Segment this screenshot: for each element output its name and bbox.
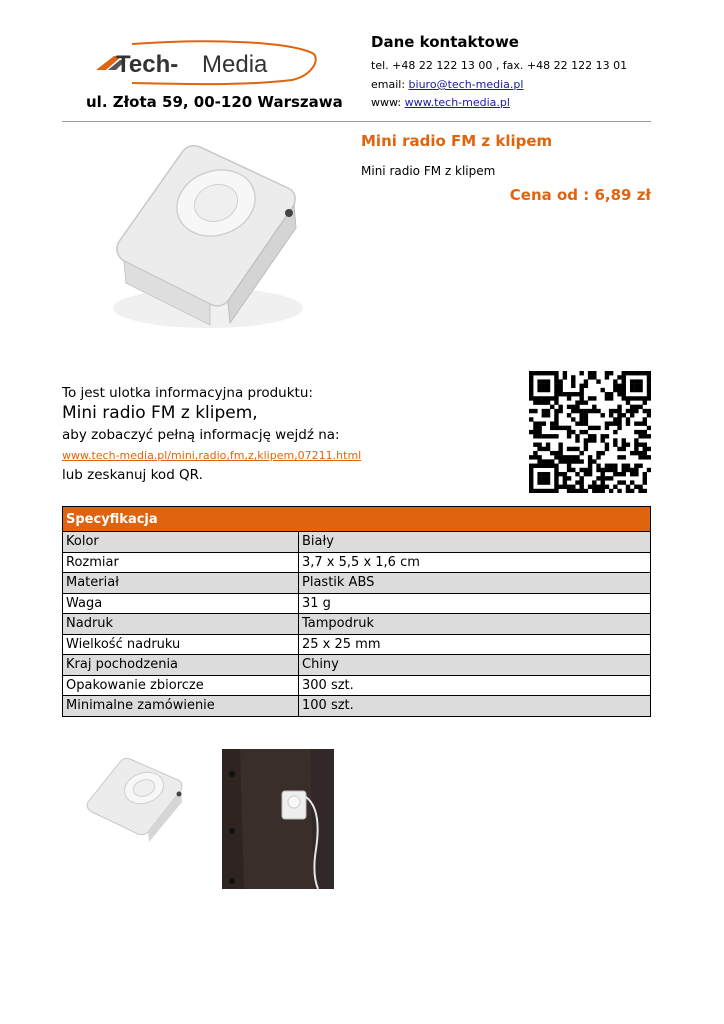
spec-value: Tampodruk [299, 614, 651, 635]
info-intro: To jest ulotka informacyjna produktu: [62, 385, 313, 401]
www-label: www: [371, 96, 405, 109]
spec-label: Wielkość nadruku [63, 634, 299, 655]
email-link[interactable]: biuro@tech-media.pl [408, 78, 524, 91]
product-title: Mini radio FM z klipem [361, 132, 553, 150]
spec-label: Kolor [63, 532, 299, 553]
table-row [63, 634, 651, 655]
table-row [63, 696, 651, 717]
spec-value: Chiny [299, 655, 651, 676]
spec-label: Materiał [63, 573, 299, 594]
table-row [63, 675, 651, 696]
spec-value: 3,7 x 5,5 x 1,6 cm [299, 552, 651, 573]
contact-email [371, 78, 523, 91]
table-row [63, 532, 651, 553]
info-product-name: Mini radio FM z klipem, [62, 403, 258, 423]
product-link[interactable]: www.tech-media.pl/mini,radio,fm,z,klipem,07211.html [62, 449, 362, 462]
company-logo [92, 40, 320, 88]
spec-header: Specyfikacja [63, 507, 651, 532]
spec-label: Nadruk [63, 614, 299, 635]
spec-value: 25 x 25 mm [299, 634, 651, 655]
spec-value: 100 szt. [299, 696, 651, 717]
product-description: Mini radio FM z klipem [361, 164, 496, 178]
company-address: ul. Złota 59, 00-120 Warszawa [86, 93, 343, 111]
product-price: Cena od : 6,89 zł [509, 186, 651, 204]
info-visit: aby zobaczyć pełną informację wejdź na: [62, 427, 340, 443]
spec-label: Waga [63, 593, 299, 614]
info-scan-qr: lub zeskanuj kod QR. [62, 467, 203, 483]
spec-label: Kraj pochodzenia [63, 655, 299, 676]
product-image-main [88, 133, 328, 368]
table-row [63, 593, 651, 614]
qr-code [529, 371, 651, 493]
product-image-worn [222, 749, 334, 889]
spec-value: Plastik ABS [299, 573, 651, 594]
spec-label: Opakowanie zbiorcze [63, 675, 299, 696]
spec-label: Rozmiar [63, 552, 299, 573]
svg-text:Media: Media [202, 51, 268, 78]
spec-table [62, 506, 651, 717]
table-row [63, 655, 651, 676]
www-link[interactable]: www.tech-media.pl [404, 96, 510, 109]
table-row [63, 573, 651, 594]
contact-phone: tel. +48 22 122 13 00 , fax. +48 22 122 13 01 [371, 59, 628, 72]
product-image-thumb [78, 750, 196, 842]
spec-label: Minimalne zamówienie [63, 696, 299, 717]
table-row [63, 614, 651, 635]
spec-value: Biały [299, 532, 651, 553]
email-label: email: [371, 78, 409, 91]
contact-www [371, 96, 510, 109]
spec-value: 31 g [299, 593, 651, 614]
spec-value: 300 szt. [299, 675, 651, 696]
table-row [63, 552, 651, 573]
header-divider [62, 121, 651, 122]
svg-text:Tech-: Tech- [116, 51, 179, 78]
contact-title: Dane kontaktowe [371, 33, 519, 51]
